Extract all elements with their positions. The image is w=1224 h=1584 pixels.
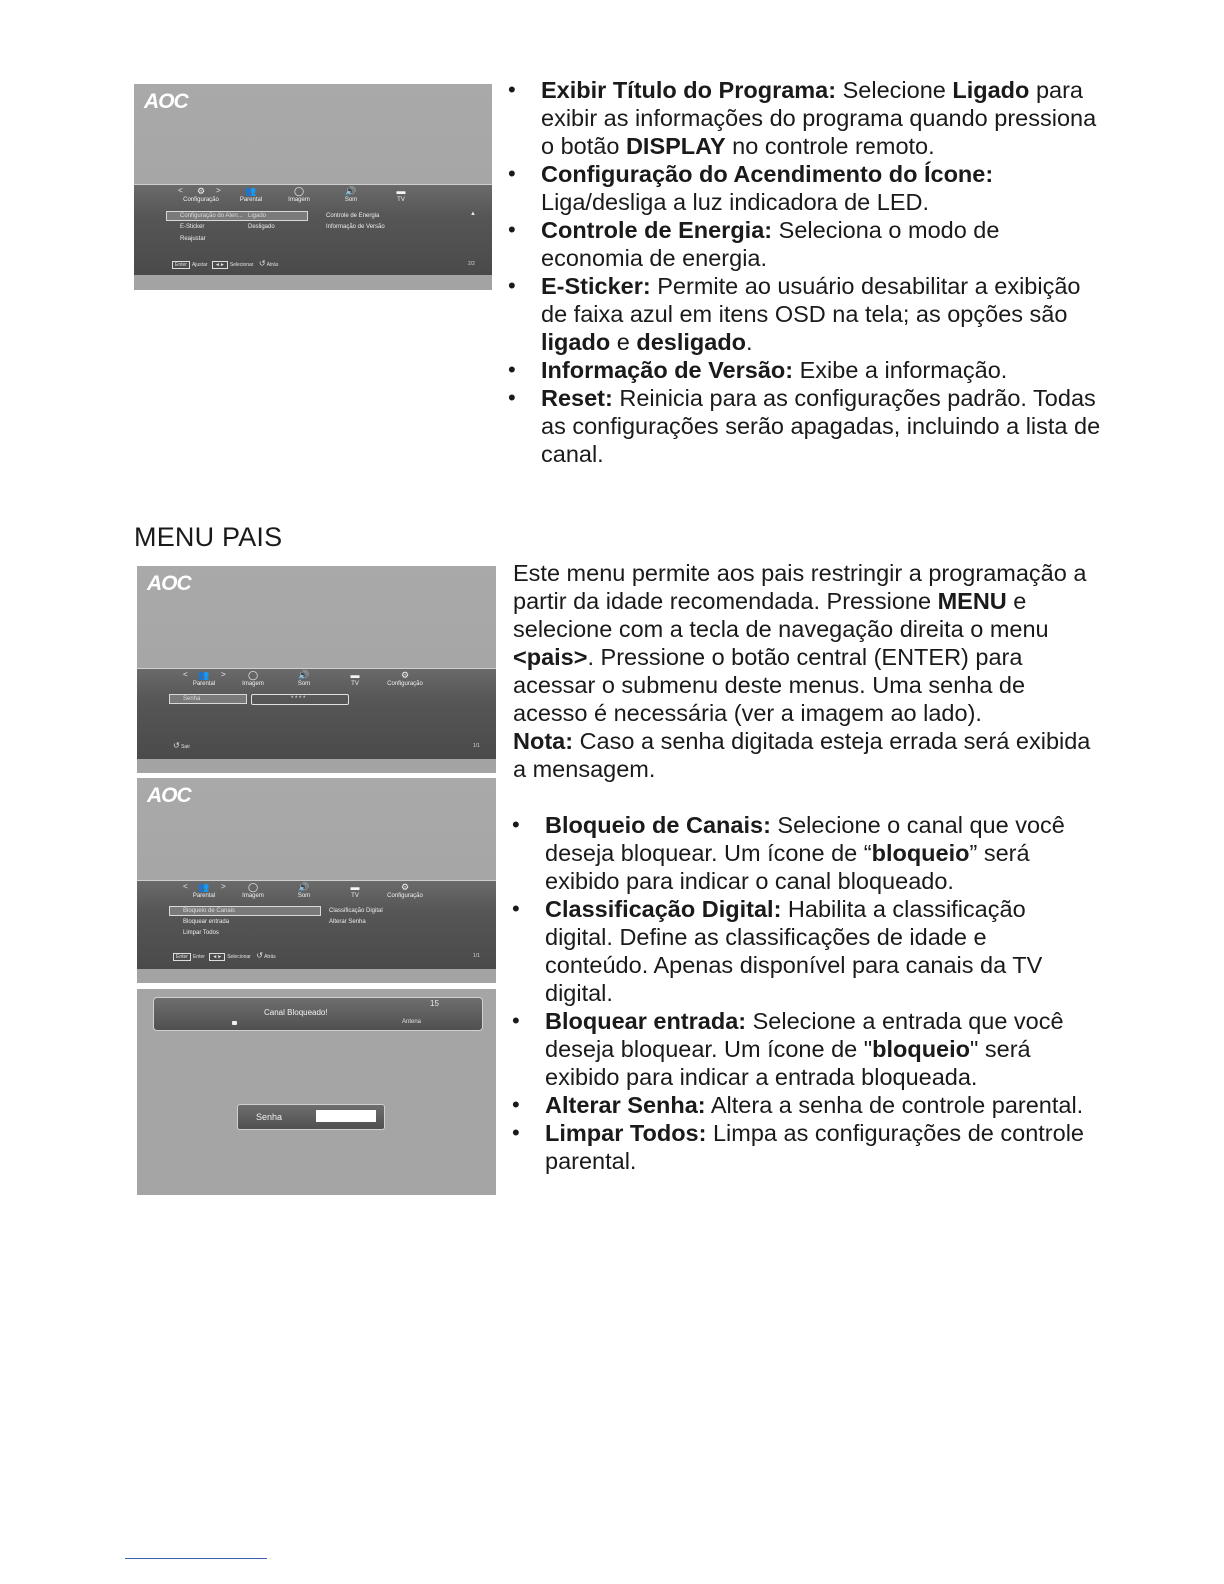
list-item: • Alterar Senha: Altera a senha de controle parental. (545, 1091, 1090, 1119)
osd-footer: Enter Ajustar ◄► Selecionar ↺ Atrás (172, 259, 278, 269)
enter-key-icon: Enter (172, 261, 190, 269)
speaker-icon: 🔊 (345, 186, 357, 196)
menu-item-icon-light[interactable]: Configuração do Aten... (180, 213, 243, 219)
menu-item-reset[interactable]: Reajustar (180, 236, 206, 242)
aoc-logo: AOC (147, 784, 191, 807)
menu-item-input-lock[interactable]: Bloquear entrada (183, 919, 230, 925)
tv-icon: ▬ (350, 670, 360, 680)
tab-label: TV (351, 893, 359, 899)
nav-key-icon: ◄► (212, 261, 228, 269)
picture-icon: ◯ (247, 670, 259, 680)
menu-item-clear-all[interactable]: Limpar Todos (183, 930, 219, 936)
list-item: • Limpar Todos: Limpa as configurações de controle parental. (545, 1119, 1090, 1175)
lock-icon (232, 1021, 237, 1025)
gear-icon: ⚙ (400, 882, 410, 892)
tv-screenshot-channel-locked (137, 989, 496, 1195)
tab-configuracao[interactable] (373, 670, 437, 688)
tv-screenshot-parental-menu (137, 778, 496, 983)
scroll-up-icon: ▲ (470, 211, 476, 217)
page-indicator: 1/1 (473, 743, 480, 749)
tab-label: Parental (192, 681, 216, 687)
banner-title: Canal Bloqueado! (264, 1008, 328, 1017)
menu-item-channel-lock[interactable]: Bloqueio de Canais (183, 908, 236, 914)
tab-label: Parental (192, 893, 216, 899)
password-mask: * * * * (291, 696, 306, 702)
menu-item-change-password[interactable]: Alterar Senha (329, 919, 366, 925)
right-arrow-icon: > (216, 186, 221, 195)
left-arrow-icon: < (183, 670, 188, 679)
tab-label: Som (344, 197, 358, 203)
tab-label: TV (397, 197, 405, 203)
tab-label: Imagem (288, 197, 310, 203)
section-heading: MENU PAIS (134, 522, 283, 552)
tab-label: Imagem (242, 681, 264, 687)
footnote-divider (125, 1558, 267, 1559)
tab-label: Som (297, 681, 311, 687)
tab-label: Imagem (242, 893, 264, 899)
value-desligado: Desligado (248, 224, 275, 230)
people-icon: 👥 (245, 186, 257, 196)
menu-item-digital-rating[interactable]: Classificação Digital (329, 908, 383, 914)
password-label: Senha (256, 1112, 283, 1122)
aoc-logo: AOC (144, 90, 188, 113)
parental-intro: Este menu permite aos pais restringir a programação a partir da idade recomendada. Pressione MENU e selecione com a tecla de navegação direita o menu <pais>. Pressione o botão central (ENTER) para acessar o submenu deste menus. Uma senha de acesso é necessária (ver a imagem ao lado). Nota: Caso a senha digitada esteja errada será exibida a mensagem. (513, 560, 1091, 782)
back-icon: ↺ (258, 259, 266, 268)
menu-item-version-info[interactable]: Informação de Versão (326, 224, 385, 230)
tab-label: TV (351, 681, 359, 687)
enter-key-icon: Enter (173, 953, 191, 961)
page-indicator: 1/1 (473, 953, 480, 959)
speaker-icon: 🔊 (298, 670, 310, 680)
menu-item-senha[interactable]: Senha (183, 696, 201, 702)
right-arrow-icon: > (221, 670, 226, 679)
nav-key-icon: ◄► (209, 953, 225, 961)
left-arrow-icon: < (183, 882, 188, 891)
password-dialog (237, 1104, 385, 1130)
source-label: Antena (402, 1019, 422, 1025)
parental-description-list (545, 811, 1090, 1175)
tab-label: Configuração (387, 893, 423, 899)
aoc-logo: AOC (147, 572, 191, 595)
selected-row-highlight (169, 694, 247, 704)
tab-label: Som (297, 893, 311, 899)
channel-number: 15 (430, 999, 439, 1008)
tv-icon: ▬ (350, 882, 360, 892)
osd-menu-panel (137, 668, 496, 759)
right-arrow-icon: > (221, 882, 226, 891)
picture-icon: ◯ (293, 186, 305, 196)
osd-menu-panel (137, 880, 496, 969)
list-item: • Reset: Reinicia para as configurações padrão. Todas as configurações serão apagadas, incluindo a lista de canal. (541, 384, 1101, 468)
list-item: • Classificação Digital: Habilita a classificação digital. Define as classificações de idade e conteúdo. Apenas disponível para canais da TV digital. (545, 895, 1090, 1007)
list-item: • Exibir Título do Programa: Selecione Ligado para exibir as informações do programa quando pressiona o botão DISPLAY no controle remoto. (541, 76, 1101, 160)
value-ligado: Ligado (248, 213, 267, 219)
list-item: • Configuração do Acendimento do Ícone: Liga/desliga a luz indicadora de LED. (541, 160, 1101, 216)
list-item: • E-Sticker: Permite ao usuário desabilitar a exibição de faixa azul em itens OSD na tela; as opções são ligado e desligado. (541, 272, 1101, 356)
settings-description-list (541, 76, 1101, 468)
list-item: • Controle de Energia: Seleciona o modo de economia de energia. (541, 216, 1101, 272)
gear-icon: ⚙ (196, 186, 206, 196)
list-item: • Bloqueio de Canais: Selecione o canal que você deseja bloquear. Um ícone de “bloqueio” será exibido para indicar o canal bloqueado. (545, 811, 1090, 895)
gear-icon: ⚙ (400, 670, 410, 680)
password-input[interactable] (316, 1110, 376, 1122)
tv-icon: ▬ (396, 186, 406, 196)
picture-icon: ◯ (247, 882, 259, 892)
list-item: • Bloquear entrada: Selecione a entrada que você deseja bloquear. Um ícone de "bloqueio" será exibido para indicar a entrada bloqueada. (545, 1007, 1090, 1091)
osd-footer: Enter Enter ◄► Selecionar ↺ Atrás (173, 951, 276, 961)
page-indicator: 2/2 (468, 261, 475, 267)
tab-configuracao[interactable] (373, 882, 437, 900)
tv-screenshot-parental-password (137, 566, 496, 773)
tab-label: Configuração (387, 681, 423, 687)
locked-banner (153, 997, 483, 1031)
menu-item-energy-control[interactable]: Controle de Energia (326, 213, 380, 219)
people-icon: 👥 (198, 882, 210, 892)
osd-footer: ↺ Sair (173, 741, 190, 750)
tab-label: Parental (239, 197, 263, 203)
tv-screenshot-settings (134, 84, 492, 290)
back-icon: ↺ (173, 741, 180, 750)
tab-tv[interactable] (369, 186, 433, 204)
back-icon: ↺ (256, 951, 263, 960)
tab-label: Configuração (183, 197, 219, 203)
list-item: • Informação de Versão: Exibe a informação. (541, 356, 1101, 384)
left-arrow-icon: < (178, 186, 183, 195)
note-label: Nota: (513, 728, 574, 754)
people-icon: 👥 (198, 670, 210, 680)
menu-item-e-sticker[interactable]: E-Sticker (180, 224, 205, 230)
osd-menu-panel (134, 184, 492, 275)
speaker-icon: 🔊 (298, 882, 310, 892)
